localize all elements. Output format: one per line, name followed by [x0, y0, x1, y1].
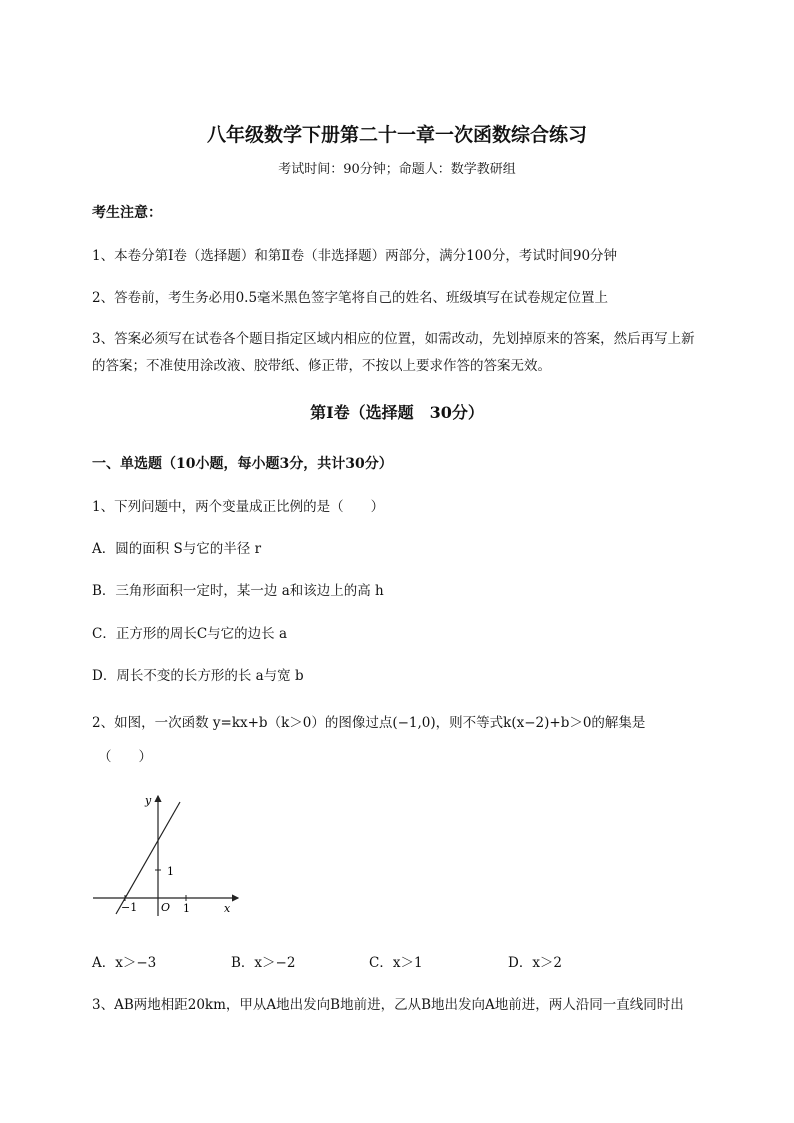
section-title: 第I卷（选择题 30分） — [310, 403, 484, 422]
q2-option-b: B．x＞−2 — [231, 955, 296, 971]
q3-stem: 3、AB两地相距20km，甲从A地出发向B地前进，乙从B地出发向A地前进，两人沿同一直线同时出 — [92, 997, 684, 1013]
q2-option-d: D．x＞2 — [508, 955, 563, 971]
y-axis-label: y — [145, 794, 152, 807]
tick-label-y-one: 1 — [167, 865, 174, 878]
q2-option-a: A．x＞−3 — [92, 955, 157, 971]
q1-option-d: D．周长不变的长方形的长 a与宽 b — [92, 668, 304, 684]
x-axis-label: x — [224, 902, 231, 915]
q1-option-a: A．圆的面积 S与它的半径 r — [92, 541, 262, 557]
notice-heading: 考生注意： — [92, 205, 162, 221]
q2-answer-paren: （ ） — [98, 749, 152, 765]
notice-item-1: 1、本卷分第I卷（选择题）和第Ⅱ卷（非选择题）两部分，满分100分，考试时间90分钟 — [92, 248, 618, 264]
tick-label-neg-one: −1 — [121, 901, 138, 914]
q2-function-graph — [88, 784, 248, 924]
q2-option-c: C．x＞1 — [369, 955, 423, 971]
q2-stem: 2、如图，一次函数 y=kx+b（k＞0）的图像过点(−1,0)，则不等式k(x−2)+b＞0的解集是 — [92, 715, 646, 731]
tick-label-pos-one: 1 — [183, 902, 190, 915]
page-subtitle: 考试时间：90分钟；命题人：数学教研组 — [278, 162, 516, 177]
page-title: 八年级数学下册第二十一章一次函数综合练习 — [206, 124, 587, 146]
q1-stem: 1、下列问题中，两个变量成正比例的是（ ） — [92, 499, 385, 515]
notice-item-2: 2、答卷前，考生务必用0.5毫米黑色签字笔将自己的姓名、班级填写在试卷规定位置上 — [92, 290, 609, 306]
origin-label: O — [161, 901, 171, 914]
part-heading: 一、单选题（10小题，每小题3分，共计30分） — [92, 456, 393, 472]
notice-item-3: 3、答案必须写在试卷各个题目指定区域内相应的位置，如需改动，先划掉原来的答案，然后再写上新 — [92, 331, 695, 347]
function-line — [116, 802, 180, 914]
notice-item-3-cont: 的答案；不准使用涂改液、胶带纸、修正带，不按以上要求作答的答案无效。 — [92, 358, 551, 374]
q1-option-c: C．正方形的周长C与它的边长 a — [92, 626, 287, 642]
q1-option-b: B．三角形面积一定时，某一边 a和该边上的高 h — [92, 583, 384, 599]
